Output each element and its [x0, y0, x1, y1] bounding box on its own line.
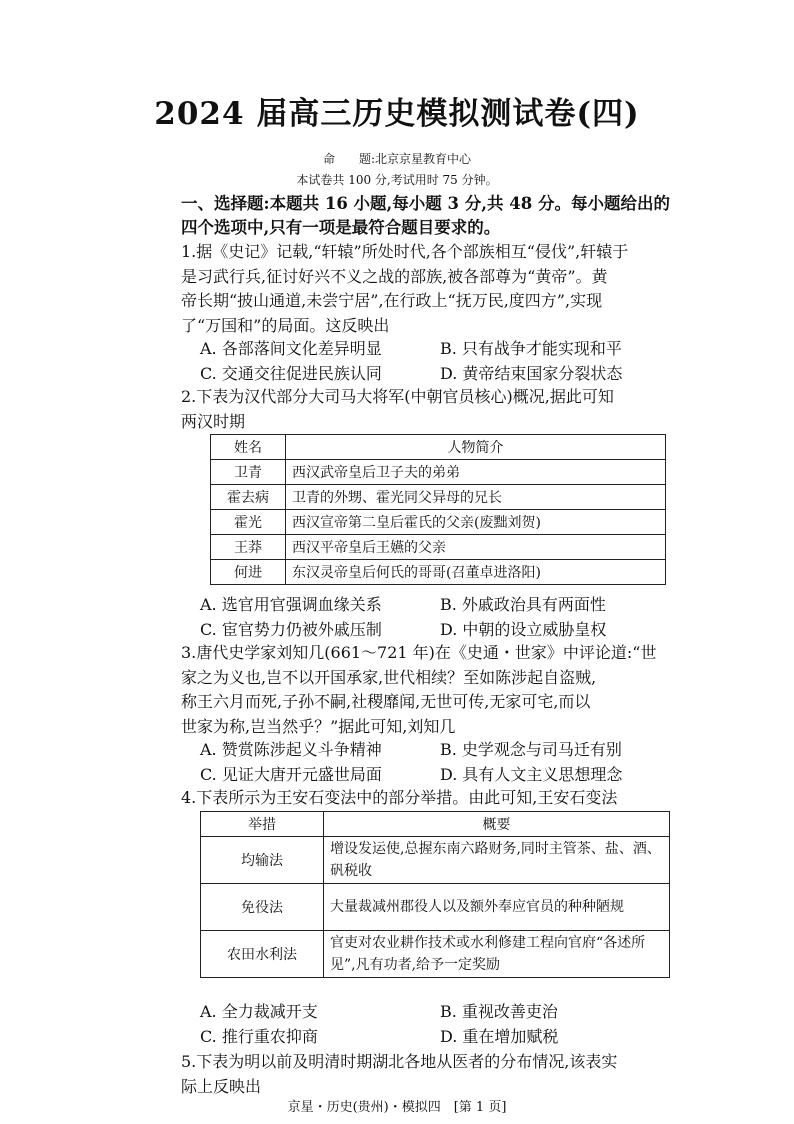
option-b: B. 史学观念与司马迁有别 — [440, 740, 622, 759]
table-row — [201, 884, 670, 931]
question-2-table — [210, 434, 666, 585]
table-cell: 官吏对农业耕作技术或水利修建工程向官府“各述所见”,凡有功者,给予一定奖励 — [324, 931, 670, 978]
section-heading — [181, 192, 681, 240]
table-cell: 王莽 — [211, 535, 286, 560]
question-4-stem — [181, 786, 686, 811]
option-b: B. 外戚政治具有两面性 — [440, 595, 606, 614]
option-c: C. 宦官势力仍被外戚压制 — [200, 619, 382, 639]
question-line: 际上反映出 — [181, 1076, 262, 1096]
table-cell: 东汉灵帝皇后何氏的哥哥(召董卓进洛阳) — [286, 560, 666, 585]
table-row — [201, 837, 670, 884]
page-footer: 京星・历史(贵州)・模拟四 [第 1 页] — [287, 1100, 507, 1115]
question-line: 家之为义也,岂不以开国承家,世代相续？至如陈涉起自盗贼, — [181, 667, 597, 687]
question-4-options — [200, 1000, 680, 1049]
table-header-row — [211, 435, 666, 460]
table-cell: 何进 — [211, 560, 286, 585]
table-cell: 西汉宣帝第二皇后霍氏的父亲(废黜刘贺) — [286, 510, 666, 535]
table-cell: 霍光 — [211, 510, 286, 535]
table-header-cell: 人物简介 — [286, 435, 666, 460]
section-heading-line: 一、选择题:本题共 16 小题,每小题 3 分,共 48 分。每小题给出的 — [181, 194, 670, 213]
table-cell: 增设发运使,总握东南六路财务,同时主管茶、盐、酒、矾税收 — [324, 837, 670, 884]
question-3-options — [200, 738, 680, 787]
question-line: 4.下表所示为王安石变法中的部分举措。由此可知,王安石变法 — [181, 788, 618, 807]
option-c: C. 见证大唐开元盛世局面 — [200, 764, 382, 784]
question-2-options — [200, 593, 680, 642]
table-row — [211, 485, 666, 510]
question-line: 帝长期“披山通道,未尝宁居”,在行政上“抚万民,度四方”,实现 — [181, 291, 603, 310]
option-a: A. 赞赏陈涉起义斗争精神 — [200, 740, 382, 759]
option-c: C. 交通交往促进民族认同 — [200, 363, 382, 383]
option-d: D. 中朝的设立威胁皇权 — [440, 619, 607, 639]
option-a: A. 各部落间文化差异明显 — [200, 339, 382, 358]
option-a: A. 选官用官强调血缘关系 — [200, 595, 382, 614]
table-cell: 大量裁减州郡役人以及额外奉应官员的种种陋规 — [324, 884, 670, 931]
author-line: 命 题:北京京星教育中心 — [322, 152, 472, 166]
question-line: 称王六月而死,子孙不嗣,社稷靡闻,无世可传,无家可宅,而以 — [181, 692, 591, 711]
table-cell: 西汉武帝皇后卫子夫的弟弟 — [286, 460, 666, 485]
question-line: 了“万国和”的局面。这反映出 — [181, 315, 390, 335]
question-line: 是习武行兵,征讨好兴不义之战的部族,被各部尊为“黄帝”。黄 — [181, 266, 608, 286]
option-c: C. 推行重农抑商 — [200, 1026, 318, 1046]
option-b: B. 重视改善吏治 — [440, 1002, 558, 1021]
table-row — [211, 510, 666, 535]
table-row — [211, 460, 666, 485]
table-header-cell: 概要 — [324, 812, 670, 837]
question-line: 2.下表为汉代部分大司马大将军(中朝官员核心)概况,据此可知 — [181, 387, 614, 406]
question-2-stem — [181, 385, 686, 434]
question-1-stem — [181, 240, 686, 338]
option-d: D. 重在增加赋税 — [440, 1026, 559, 1046]
table-cell: 卫青的外甥、霍光同父异母的兄长 — [286, 485, 666, 510]
table-row — [201, 931, 670, 978]
question-line: 世家为称,岂当然乎？”据此可知,刘知几 — [181, 716, 456, 736]
option-d: D. 具有人文主义思想理念 — [440, 764, 623, 784]
table-header-cell: 姓名 — [211, 435, 286, 460]
table-cell: 卫青 — [211, 460, 286, 485]
question-3-stem — [181, 641, 686, 739]
question-line: 5.下表为明以前及明清时期湖北各地从医者的分布情况,该表实 — [181, 1052, 618, 1071]
exam-title: 2024 届高三历史模拟测试卷(四) — [154, 96, 640, 132]
section-heading-line: 四个选项中,只有一项是最符合题目要求的。 — [181, 218, 501, 237]
question-line: 1.据《史记》记载,“轩辕”所处时代,各个部族相互“侵伐”,轩辕于 — [181, 242, 629, 261]
question-1-options — [200, 337, 680, 386]
exam-info-line: 本试卷共 100 分,考试用时 75 分钟。 — [296, 173, 498, 187]
table-cell: 农田水利法 — [201, 931, 324, 978]
table-row — [211, 535, 666, 560]
table-cell: 西汉平帝皇后王嬿的父亲 — [286, 535, 666, 560]
table-row — [211, 560, 666, 585]
question-5-stem — [181, 1050, 686, 1099]
question-line: 3.唐代史学家刘知几(661～721 年)在《史通・世家》中评论道:“世 — [181, 643, 657, 662]
table-cell: 免役法 — [201, 884, 324, 931]
option-d: D. 黄帝结束国家分裂状态 — [440, 363, 623, 383]
question-4-table — [200, 811, 670, 978]
table-cell: 均输法 — [201, 837, 324, 884]
table-header-cell: 举措 — [201, 812, 324, 837]
question-line: 两汉时期 — [181, 411, 246, 431]
option-a: A. 全力裁减开支 — [200, 1002, 318, 1021]
table-header-row — [201, 812, 670, 837]
table-cell: 霍去病 — [211, 485, 286, 510]
option-b: B. 只有战争才能实现和平 — [440, 339, 622, 358]
